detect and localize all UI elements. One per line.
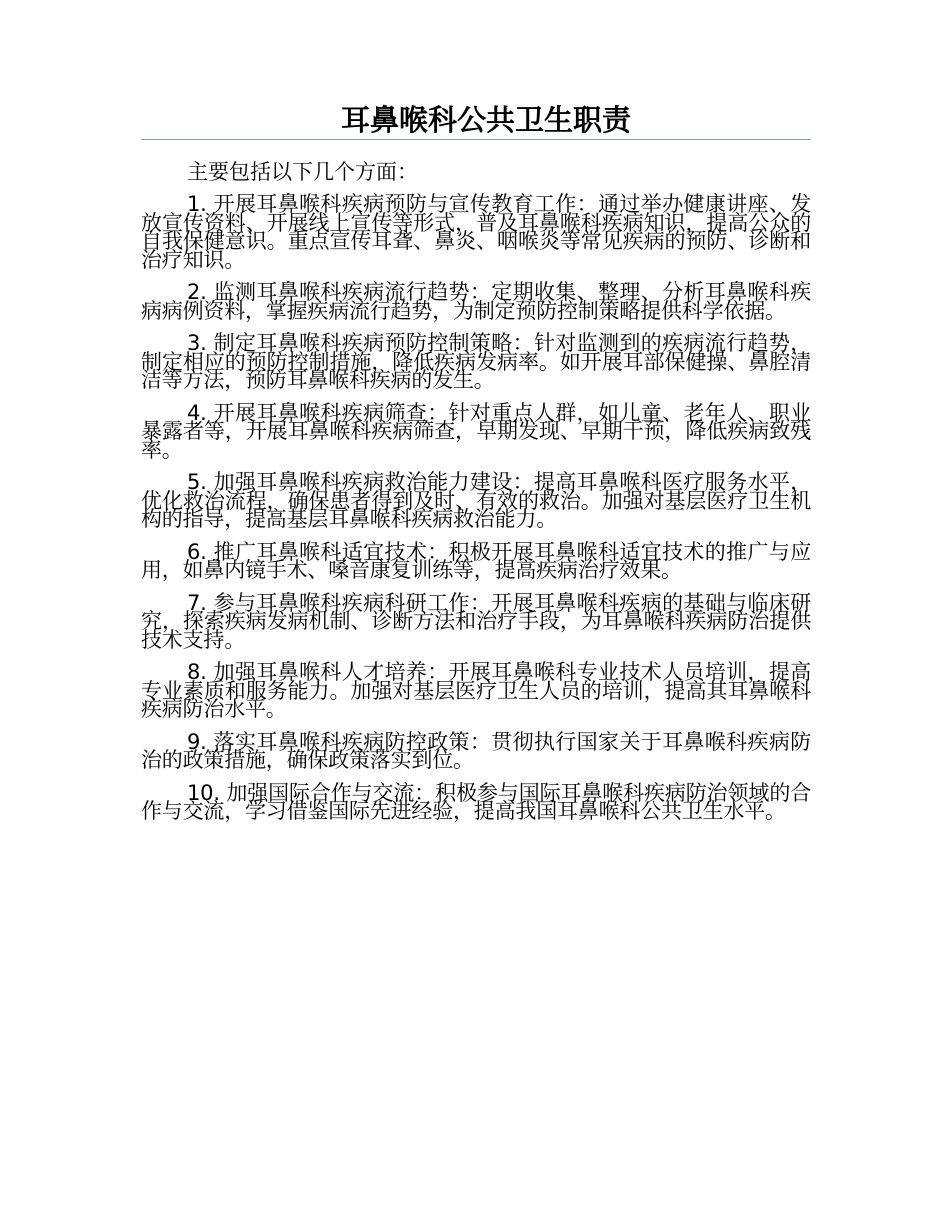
duty-item-8: 8. 加强耳鼻喉科人才培养：开展耳鼻喉科专业技术人员培训，提高专业素质和服务能力。加强对基层医疗卫生人员的培训，提高其耳鼻喉科疾病防治水平。 xyxy=(141,660,811,721)
duty-item-3: 3. 制定耳鼻喉科疾病预防控制策略：针对监测到的疾病流行趋势，制定相应的预防控制措施，降低疾病发病率。如开展耳部保健操、鼻腔清洁等方法，预防耳鼻喉科疾病的发生。 xyxy=(141,331,811,392)
duty-item-5: 5. 加强耳鼻喉科疾病救治能力建设：提高耳鼻喉科医疗服务水平，优化救治流程，确保患者得到及时、有效的救治。加强对基层医疗卫生机构的指导，提高基层耳鼻喉科疾病救治能力。 xyxy=(141,470,811,531)
duty-item-2: 2. 监测耳鼻喉科疾病流行趋势：定期收集、整理、分析耳鼻喉科疾病病例资料，掌握疾病流行趋势，为制定预防控制策略提供科学依据。 xyxy=(141,280,811,323)
intro-paragraph: 主要包括以下几个方面： xyxy=(187,160,418,184)
duty-item-10: 10. 加强国际合作与交流：积极参与国际耳鼻喉科疾病防治领域的合作与交流，学习借鉴国际先进经验，提高我国耳鼻喉科公共卫生水平。 xyxy=(141,780,811,823)
duty-item-9: 9. 落实耳鼻喉科疾病防控政策：贯彻执行国家关于耳鼻喉科疾病防治的政策措施，确保政策落实到位。 xyxy=(141,729,811,772)
duty-item-4: 4. 开展耳鼻喉科疾病筛查：针对重点人群，如儿童、老年人、职业暴露者等，开展耳鼻喉科疾病筛查，早期发现、早期干预，降低疾病致残率。 xyxy=(141,400,811,462)
duty-item-1: 1. 开展耳鼻喉科疾病预防与宣传教育工作：通过举办健康讲座、发放宣传资料、开展线上宣传等形式，普及耳鼻喉科疾病知识，提高公众的自我保健意识。重点宣传耳聋、鼻炎、咽喉炎等常见疾病的预防、诊断和治疗知识。 xyxy=(141,192,811,272)
page-title: 耳鼻喉科公共卫生职责 xyxy=(340,103,631,137)
duty-item-6: 6. 推广耳鼻喉科适宜技术：积极开展耳鼻喉科适宜技术的推广与应用，如鼻内镜手术、嗓音康复训练等，提高疾病治疗效果。 xyxy=(141,539,811,582)
duty-item-7: 7. 参与耳鼻喉科疾病科研工作：开展耳鼻喉科疾病的基础与临床研究，探索疾病发病机制、诊断方法和治疗手段，为耳鼻喉科疾病防治提供技术支持。 xyxy=(141,590,811,652)
duty-list xyxy=(141,192,811,823)
document-page xyxy=(141,100,811,835)
